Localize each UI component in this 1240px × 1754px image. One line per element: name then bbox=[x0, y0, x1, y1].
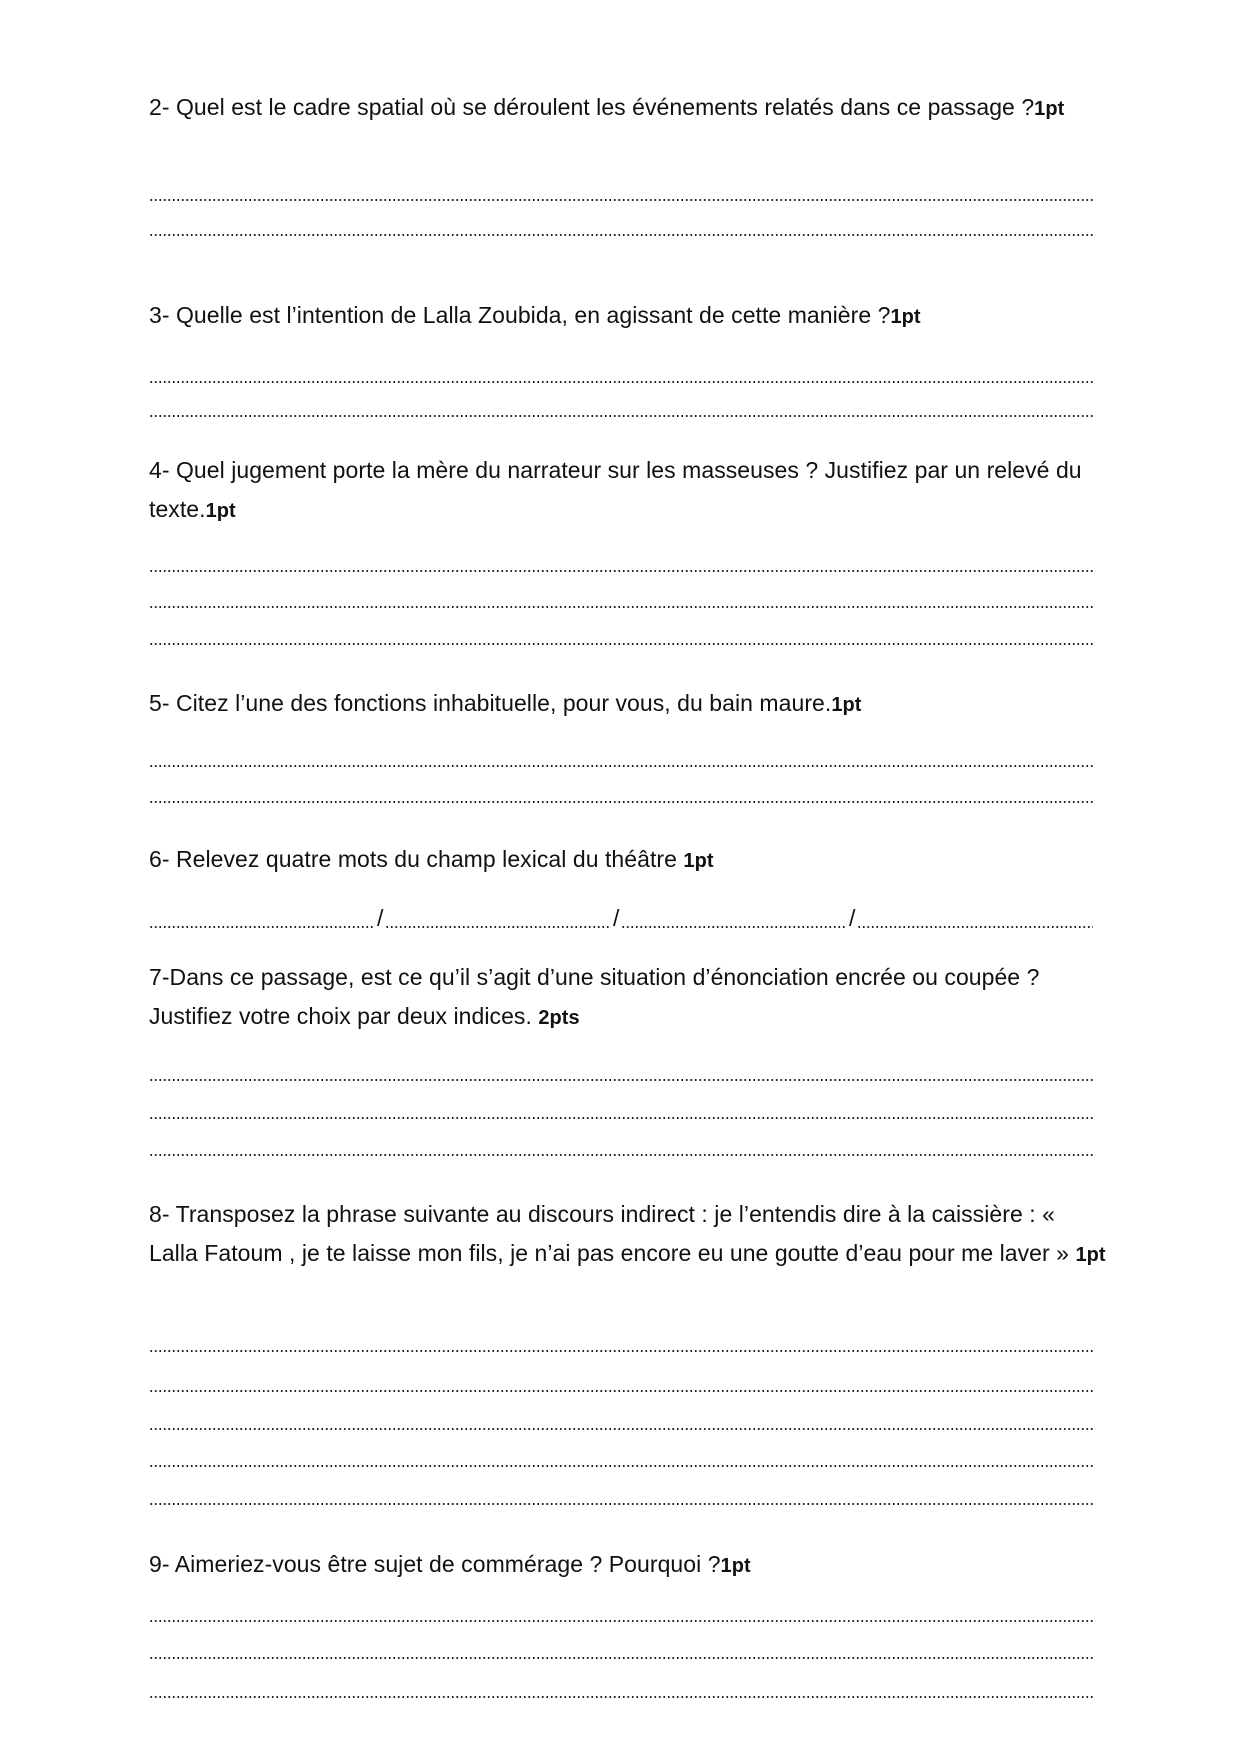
answer-line-7-3[interactable] bbox=[149, 1154, 1094, 1156]
answer-line-2-2[interactable] bbox=[149, 234, 1094, 236]
question-7-text: 7-Dans ce passage, est ce qu’il s’agit d’une situation d’énonciation encrée ou coupée ? Justifiez votre choix par deux indices. bbox=[149, 964, 1040, 1029]
question-9-points: 1pt bbox=[720, 1555, 751, 1577]
question-5-text: 5- Citez l’une des fonctions inhabituelle, pour vous, du bain maure. bbox=[149, 690, 832, 716]
answer-line-4-2[interactable] bbox=[149, 606, 1094, 608]
answer-line-8-3[interactable] bbox=[149, 1428, 1094, 1430]
answer-line-4-1[interactable] bbox=[149, 570, 1094, 572]
answer-slot-6-2[interactable] bbox=[385, 926, 611, 928]
answer-line-5-1[interactable] bbox=[149, 765, 1094, 767]
answer-line-5-2[interactable] bbox=[149, 801, 1094, 803]
answer-slot-6-4[interactable] bbox=[857, 926, 1093, 928]
question-6-points: 1pt bbox=[683, 850, 714, 872]
question-8-points: 1pt bbox=[1075, 1243, 1106, 1266]
answer-slot-6-1[interactable] bbox=[149, 926, 375, 928]
question-4 bbox=[149, 451, 1109, 530]
question-6 bbox=[149, 840, 1109, 881]
question-8 bbox=[149, 1195, 1109, 1274]
answer-line-9-1[interactable] bbox=[149, 1620, 1094, 1622]
answer-line-6[interactable] bbox=[149, 903, 1099, 933]
answer-line-3-2[interactable] bbox=[149, 415, 1094, 417]
question-2-points: 1pt bbox=[1034, 98, 1065, 120]
answer-slot-6-3[interactable] bbox=[621, 926, 847, 928]
answer-line-8-1[interactable] bbox=[149, 1350, 1094, 1352]
answer-line-9-3[interactable] bbox=[149, 1696, 1094, 1698]
question-8-text: 8- Transposez la phrase suivante au discours indirect : je l’entendis dire à la caissière : « Lalla Fatoum , je te laisse mon fils, je n’ai pas encore eu une goutte d’eau pour me laver » bbox=[149, 1201, 1076, 1266]
question-2-text: 2- Quel est le cadre spatial où se déroulent les événements relatés dans ce passage ? bbox=[149, 94, 1035, 120]
question-5-points: 1pt bbox=[831, 694, 862, 716]
separator-slash-1: / bbox=[377, 905, 384, 931]
question-9-text: 9- Aimeriez-vous être sujet de commérage ? Pourquoi ? bbox=[149, 1551, 721, 1577]
question-4-text: 4- Quel jugement porte la mère du narrateur sur les masseuses ? Justifiez par un relevé du texte. bbox=[149, 457, 1082, 522]
question-3-text: 3- Quelle est l’intention de Lalla Zoubida, en agissant de cette manière ? bbox=[149, 302, 891, 328]
question-9 bbox=[149, 1545, 1109, 1586]
separator-slash-3: / bbox=[849, 905, 856, 931]
answer-line-2-1[interactable] bbox=[149, 199, 1094, 201]
answer-line-8-4[interactable] bbox=[149, 1465, 1094, 1467]
answer-line-7-1[interactable] bbox=[149, 1079, 1094, 1081]
question-7 bbox=[149, 958, 1109, 1037]
answer-line-7-2[interactable] bbox=[149, 1117, 1094, 1119]
question-3 bbox=[149, 296, 1109, 337]
question-3-points: 1pt bbox=[890, 306, 921, 328]
answer-line-4-3[interactable] bbox=[149, 643, 1094, 645]
answer-line-8-2[interactable] bbox=[149, 1390, 1094, 1392]
question-6-text: 6- Relevez quatre mots du champ lexical du théâtre bbox=[149, 846, 684, 872]
answer-line-8-5[interactable] bbox=[149, 1503, 1094, 1505]
separator-slash-2: / bbox=[613, 905, 620, 931]
question-2 bbox=[149, 88, 1109, 129]
question-7-points: 2pts bbox=[538, 1006, 580, 1029]
question-4-points: 1pt bbox=[205, 499, 236, 522]
answer-line-9-2[interactable] bbox=[149, 1657, 1094, 1659]
answer-line-3-1[interactable] bbox=[149, 381, 1094, 383]
question-5 bbox=[149, 684, 1109, 725]
